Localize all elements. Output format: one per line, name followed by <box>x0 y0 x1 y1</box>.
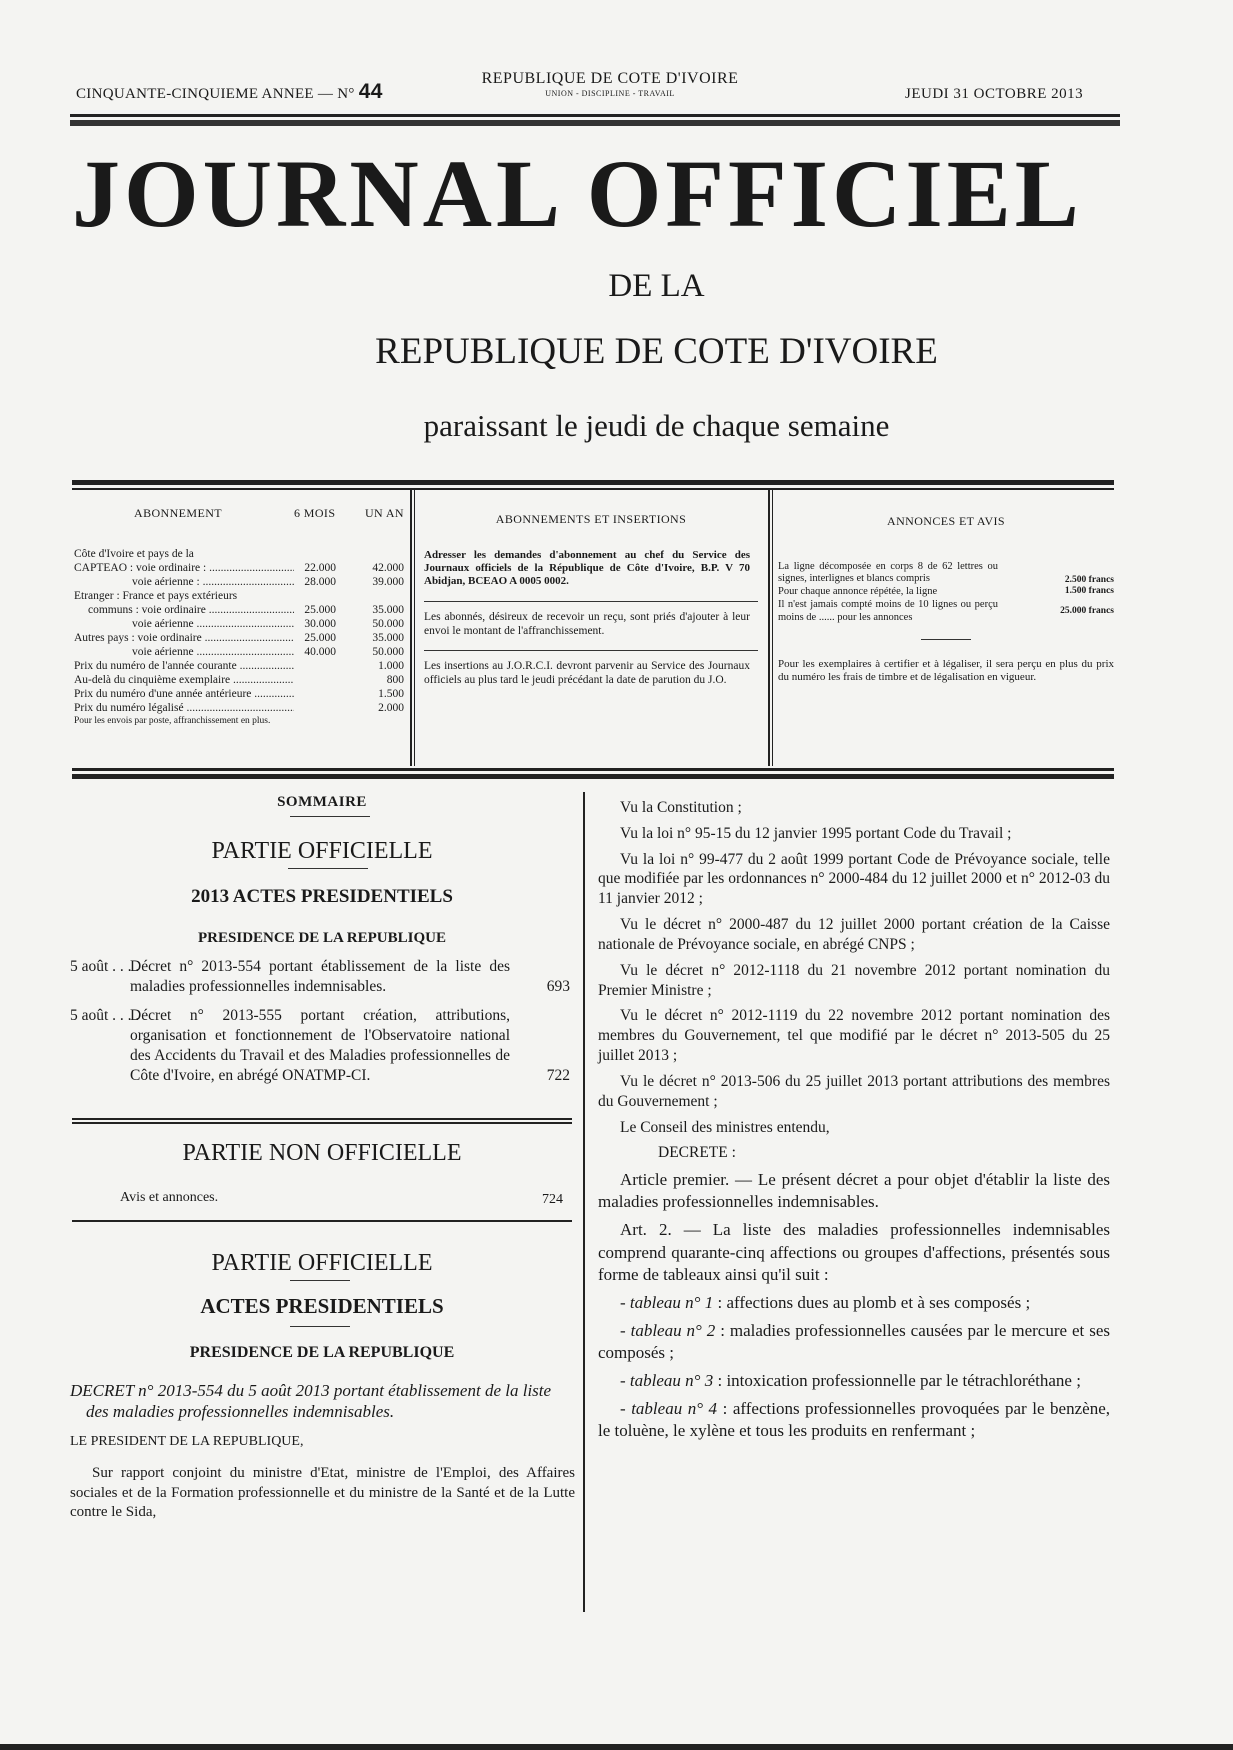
insertions-head: ABONNEMENTS ET INSERTIONS <box>495 512 687 526</box>
subscription-row-label: voie aérienne ..... <box>74 617 294 631</box>
actes-presidentiels-heading: ACTES PRESIDENTIELS <box>200 1294 444 1318</box>
subscription-row-6mois <box>294 659 336 673</box>
subscription-row <box>74 701 404 715</box>
subscription-row <box>74 589 404 603</box>
subscription-row-unan: 1.500 <box>378 687 404 700</box>
subscription-row-label: Prix du numéro d'une année antérieure ..... <box>74 687 294 701</box>
subscription-row-unan <box>336 547 404 561</box>
box-divider-2b <box>772 490 773 766</box>
column-divider <box>583 792 585 1612</box>
sommaire-underline <box>290 816 370 817</box>
subscription-row-unan: 42.000 <box>372 561 404 574</box>
subscription-row <box>74 575 404 589</box>
subscription-row-6mois <box>294 589 336 603</box>
republic-motto: UNION - DISCIPLINE - TRAVAIL <box>545 89 675 98</box>
subscription-row-6mois: 22.000 <box>304 561 336 574</box>
sommaire-entry-page: 722 <box>546 1067 570 1085</box>
subscription-row-6mois <box>294 673 336 687</box>
subscription-row-label: Prix du numéro légalisé ..... <box>74 701 294 715</box>
box-top-rule-2 <box>72 488 1114 490</box>
box-bottom-rule-2 <box>72 774 1114 779</box>
subscription-row-label: voie aérienne ..... <box>74 645 294 659</box>
subscription-row <box>74 659 404 673</box>
annonces-rate-1 <box>778 561 1114 587</box>
tableau-1-label: tableau n° 1 <box>629 1292 714 1312</box>
tableau-3-text: : intoxication professionnelle par le tétrachloréthane ; <box>713 1371 1081 1390</box>
sommaire-partie-underline <box>288 868 368 869</box>
sommaire-entry-text: Décret n° 2013-554 portant établissement de la liste des maladies professionnelles indemnisables. <box>130 958 510 996</box>
tableau-1-text: : affections dues au plomb et à ses composés ; <box>713 1292 1031 1312</box>
decree-body <box>598 798 1110 1448</box>
tableau-2-text: : maladies professionnelles causées par le mercure et ses composés ; <box>598 1320 1110 1362</box>
box-divider-2 <box>768 490 770 766</box>
annonces-separator <box>921 639 971 640</box>
subscription-column <box>74 506 404 727</box>
subscription-head: ABONNEMENT <box>134 506 222 520</box>
subscription-row-unan: 35.000 <box>372 631 404 644</box>
partie-officielle-heading: PARTIE OFFICIELLE <box>211 1250 433 1276</box>
subscription-row-6mois: 28.000 <box>304 575 336 588</box>
insertions-separator-2 <box>424 650 758 651</box>
subscription-row-label: Prix du numéro de l'année courante ..... <box>74 659 294 673</box>
subscription-row-6mois: 40.000 <box>304 645 336 658</box>
subscription-col-6mois: 6 MOIS <box>294 506 336 520</box>
subscription-row-unan: 39.000 <box>372 575 404 588</box>
tableau-4: - tableau n° 4 : affections professionnelles provoquées par le benzène, le toluène, le xylène et tous les produits en renfermant ; <box>598 1399 1110 1441</box>
tableau-3: - tableau n° 3 : intoxication professionnelle par le tétrachloréthane ; <box>620 1371 1081 1390</box>
subscription-row-6mois: 30.000 <box>304 617 336 630</box>
sommaire-entry-text: Décret n° 2013-555 portant création, attributions, organisation et fonctionnement de l'Observatoire national des Accidents du Travail et des Maladies professionnelles de Côte d'Ivoire, en abrégé ONATMP-CI. <box>130 1007 510 1085</box>
subscription-row-6mois <box>294 701 336 715</box>
rapport-paragraph: Sur rapport conjoint du ministre d'Etat, ministre de l'Emploi, des Affaires sociales et de la Formation professionnelle et du ministre de la Santé et de la Lutte contre le Sida, <box>70 1465 575 1520</box>
subscription-row-label: communs : voie ordinaire ..... <box>74 603 294 617</box>
masthead-tagline: paraissant le jeudi de chaque semaine <box>423 408 890 443</box>
box-top-rule <box>72 480 1114 485</box>
subscription-row-unan: 35.000 <box>372 603 404 616</box>
box-bottom-rule <box>72 768 1114 771</box>
subscription-row-unan: 1.000 <box>378 659 404 672</box>
subscription-row-unan <box>336 589 404 603</box>
actes-underline <box>290 1326 350 1327</box>
subscription-row-6mois: 25.000 <box>304 631 336 644</box>
visa-decret-2012-1118: Vu le décret n° 2012-1118 du 21 novembre 2012 portant nomination du Premier Ministre ; <box>598 961 1110 999</box>
box-divider-1 <box>410 490 412 766</box>
visa-decret-2013-506: Vu le décret n° 2013-506 du 25 juillet 2013 portant attributions des membres du Gouvernement ; <box>598 1072 1110 1110</box>
subscription-row-label: voie aérienne : ..... <box>74 575 294 589</box>
issue-number: 44 <box>358 80 383 103</box>
subscription-row <box>74 561 404 575</box>
annonces-rate-3 <box>778 599 1114 625</box>
sommaire-entry-2[interactable] <box>70 1006 570 1087</box>
sommaire-rule-2 <box>72 1122 572 1124</box>
subscription-row-unan: 50.000 <box>372 617 404 630</box>
sommaire-entry-date: 5 août . . . . <box>70 1007 140 1024</box>
sommaire-rule-3 <box>72 1220 572 1222</box>
president-line: LE PRESIDENT DE LA REPUBLIQUE, <box>70 1434 304 1449</box>
annonces-rate-2 <box>778 586 1114 599</box>
tableau-2: - tableau n° 2 : maladies professionnelles causées par le mercure et ses composés ; <box>598 1320 1110 1362</box>
annonces-rate-1-value: 2.500 francs <box>1064 574 1114 585</box>
insertions-deadline: Les insertions au J.O.R.C.I. devront parvenir au Service des Journaux officiels au plus tard le jeudi précédant la date de parution du J.O. <box>424 659 750 686</box>
tableau-4-label: tableau n° 4 <box>631 1399 718 1419</box>
insertions-column <box>424 512 758 687</box>
conseil-ministres: Le Conseil des ministres entendu, <box>620 1118 830 1136</box>
sommaire-avis[interactable]: Avis et annonces. <box>120 1190 219 1205</box>
insertions-separator <box>424 601 758 602</box>
subscription-row-unan: 2.000 <box>378 701 404 714</box>
subscription-row <box>74 547 404 561</box>
sommaire-avis-page: 724 <box>542 1192 563 1207</box>
visa-loi-99-477: Vu la loi n° 99-477 du 2 août 1999 portant Code de Prévoyance sociale, telle que modifiée par les ordonnances n° 2000-484 du 12 juillet 2000 et n° 2012-03 du 11 janvier 2012 ; <box>598 850 1110 908</box>
issue-line <box>76 80 383 104</box>
decret-title: DECRET n° 2013-554 du 5 août 2013 portant établissement de la liste des maladies professionnelles indemnisables. <box>70 1381 552 1422</box>
masthead-de-la: DE LA <box>608 268 705 304</box>
annonces-head: ANNONCES ET AVIS <box>887 514 1005 528</box>
subscription-row <box>74 673 404 687</box>
republic-header <box>440 70 780 98</box>
subscription-footnote: Pour les envois par poste, affranchissement en plus. <box>74 715 271 726</box>
tableau-1: - tableau n° 1 : affections dues au plomb et à ses composés ; <box>620 1292 1031 1312</box>
sommaire-actes: 2013 ACTES PRESIDENTIELS <box>191 886 453 907</box>
masthead-republic: REPUBLIQUE DE COTE D'IVOIRE <box>375 331 938 372</box>
subscription-col-unan: UN AN <box>364 506 404 520</box>
header-rule-thick <box>70 120 1120 126</box>
sommaire-rule-1 <box>72 1118 572 1120</box>
subscription-row-unan: 800 <box>386 673 404 686</box>
subscription-row-label: Au-delà du cinquième exemplaire ..... <box>74 673 294 687</box>
visa-loi-95-15: Vu la loi n° 95-15 du 12 janvier 1995 portant Code du Travail ; <box>620 824 1012 842</box>
visa-decret-2000-487: Vu le décret n° 2000-487 du 12 juillet 2000 portant création de la Caisse nationale de Prévoyance sociale, en abrégé CNPS ; <box>598 916 1110 953</box>
issue-date: JEUDI 31 OCTOBRE 2013 <box>905 86 1084 102</box>
subscription-row-6mois <box>294 547 336 561</box>
tableau-2-label: tableau n° 2 <box>630 1320 716 1340</box>
subscription-row-6mois: 25.000 <box>304 603 336 616</box>
subscription-row-6mois <box>294 687 336 701</box>
republic-name: REPUBLIQUE DE COTE D'IVOIRE <box>481 70 739 87</box>
annonces-rate-2-value: 1.500 francs <box>1064 586 1114 597</box>
visa-constitution: Vu la Constitution ; <box>620 799 742 816</box>
subscription-row-unan: 50.000 <box>372 645 404 658</box>
sommaire-partie-officielle: PARTIE OFFICIELLE <box>211 838 433 864</box>
issue-prefix: CINQUANTE-CINQUIEME ANNEE — N° <box>76 86 355 102</box>
article-2: Art. 2. — La liste des maladies professionnelles indemnisables comprend quarante-cinq affections ou groupes d'affections, présentés sous forme de tableaux ainsi qu'il suit : <box>598 1220 1110 1284</box>
subscription-row <box>74 687 404 701</box>
annonces-rate-2-label: Pour chaque annonce répétée, la ligne <box>778 586 938 598</box>
annonces-column <box>778 514 1114 684</box>
header-rule <box>70 114 1120 117</box>
presidence-heading: PRESIDENCE DE LA REPUBLIQUE <box>189 1344 455 1361</box>
insertions-receipt: Les abonnés, désireux de recevoir un reçu, sont priés d'ajouter à leur envoi le montant de l'affranchissement. <box>424 610 750 637</box>
sommaire-entry-page: 693 <box>546 978 570 996</box>
subscription-rows <box>74 547 404 715</box>
sommaire-title: SOMMAIRE <box>277 794 367 810</box>
subscription-row-label: CAPTEAO : voie ordinaire : ..... <box>74 561 294 575</box>
annonces-rate-3-value: 25.000 francs <box>1060 606 1114 617</box>
insertions-address: Adresser les demandes d'abonnement au chef du Service des Journaux officiels de la République de Côte d'Ivoire, B.P. V 70 Abidjan, BCEAO A 0005 0002. <box>424 548 750 588</box>
masthead-title: JOURNAL OFFICIEL <box>72 140 1083 247</box>
visa-decret-2012-1119: Vu le décret n° 2012-1119 du 22 novembre 2012 portant nomination des membres du Gouvernement, tel que modifié par le décret n° 2013-505 du 25 juillet 2013 ; <box>598 1007 1110 1065</box>
page-bottom-edge <box>0 1744 1233 1750</box>
annonces-note: Pour les exemplaires à certifier et à légaliser, il sera perçu en plus du prix du numéro les frais de timbre et de légalisation en vigueur. <box>778 657 1114 684</box>
decrete-label: DECRETE : <box>658 1144 736 1162</box>
sommaire-entry-1[interactable] <box>70 957 570 997</box>
subscription-row <box>74 631 404 645</box>
annonces-rate-3-label: Il n'est jamais compté moins de 10 lignes ou perçu moins de ...... pour les annonces <box>778 599 998 623</box>
subscription-row <box>74 603 404 617</box>
subscription-row <box>74 617 404 631</box>
box-divider-1b <box>414 490 415 766</box>
subscription-row <box>74 645 404 659</box>
subscription-row-label: Autres pays : voie ordinaire ..... <box>74 631 294 645</box>
sommaire-presidence: PRESIDENCE DE LA REPUBLIQUE <box>198 930 446 946</box>
subscription-row-label: Côte d'Ivoire et pays de la <box>74 547 194 560</box>
sommaire-partie-non-officielle: PARTIE NON OFFICIELLE <box>182 1140 462 1166</box>
annonces-rate-1-label: La ligne décomposée en corps 8 de 62 lettres ou signes, interlignes et blancs compris <box>778 560 998 585</box>
sommaire-entry-date: 5 août . . . . <box>70 958 140 975</box>
tableau-4-text: : affections professionnelles provoquées par le benzène, le toluène, le xylène et tous les produits en renfermant ; <box>598 1399 1110 1441</box>
subscription-row-label: Etranger : France et pays extérieurs <box>74 589 238 602</box>
tableau-3-label: tableau n° 3 <box>629 1371 714 1390</box>
partie-officielle-underline <box>290 1280 350 1281</box>
article-premier: Article premier. — Le présent décret a pour objet d'établir la liste des maladies professionnelles indemnisables. <box>598 1170 1110 1212</box>
